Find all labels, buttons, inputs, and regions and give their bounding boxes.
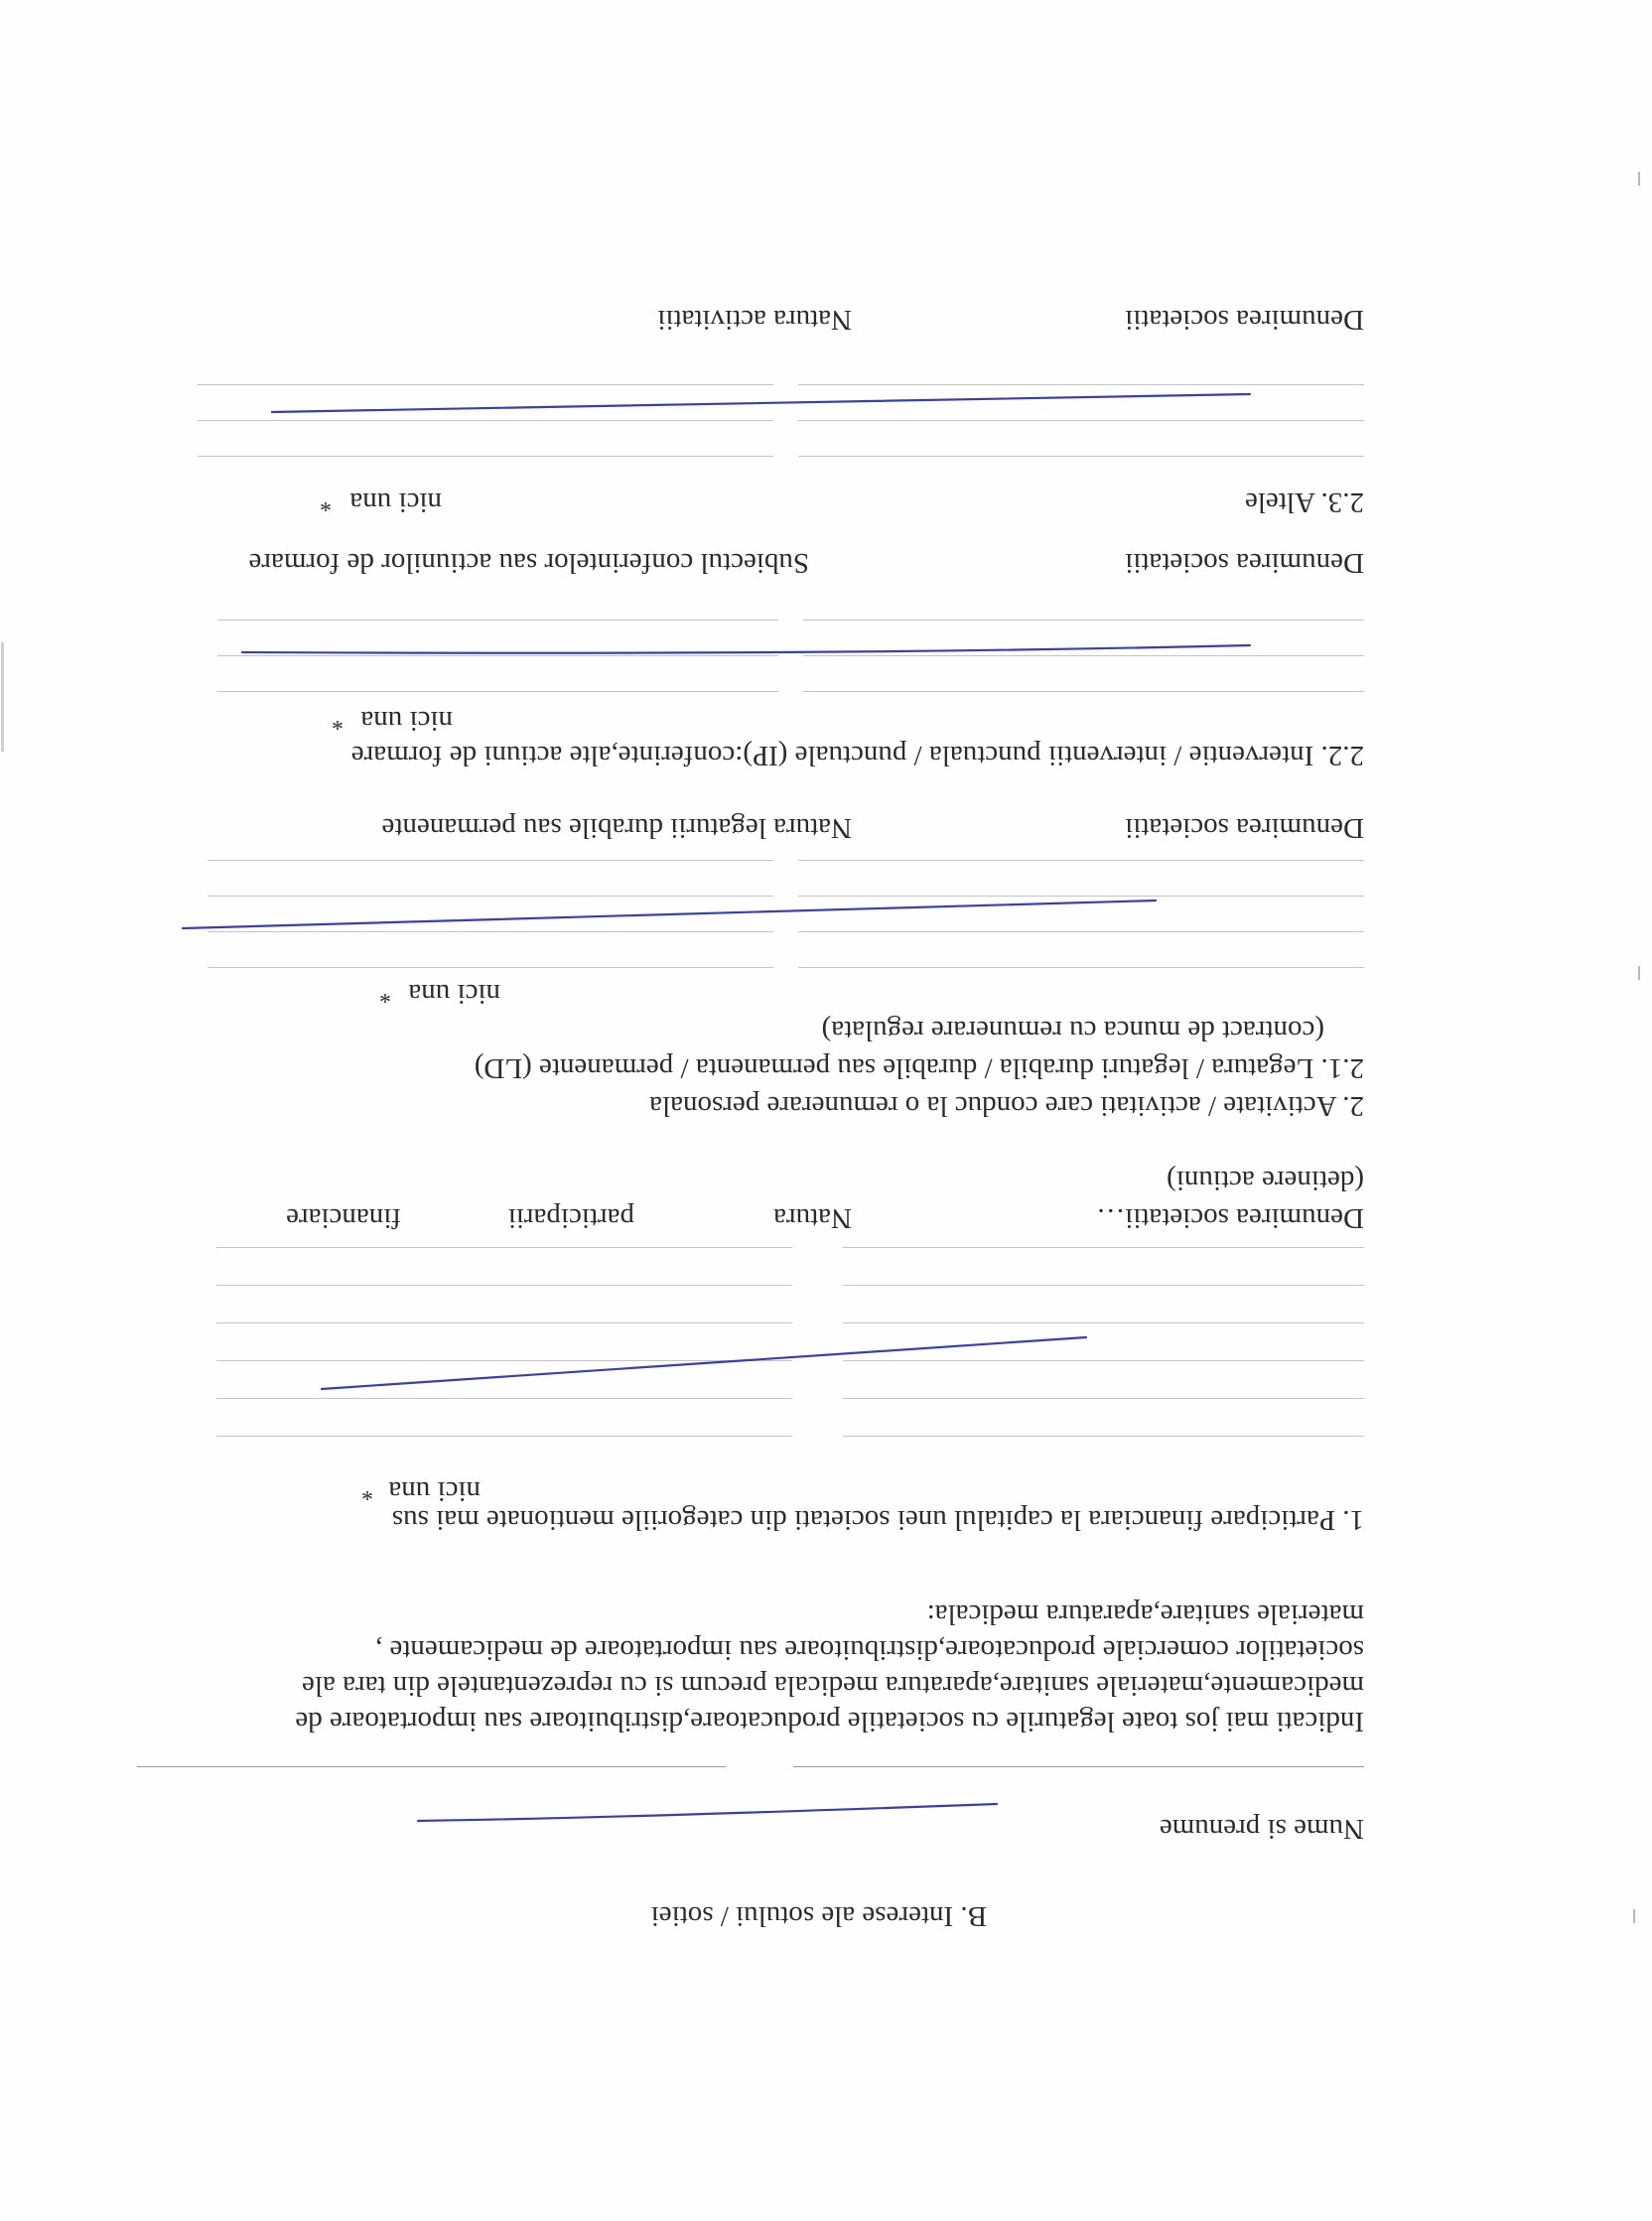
s1-col2-continued: (detinere actiuni) bbox=[1167, 1165, 1364, 1196]
s1-col2-word-2: participarii bbox=[507, 1202, 634, 1234]
s23-col1-header: Denumirea societatii bbox=[1125, 304, 1364, 336]
section-2-1-heading: 2.1. Legatura / legaturi durabila / durabile sau permanenta / permanente (LD) bbox=[474, 1052, 1364, 1084]
ink-stroke-s23 bbox=[272, 394, 1250, 412]
s22-col1-header: Denumirea societatii bbox=[1125, 547, 1364, 579]
s1-col2-word-1: Natura bbox=[773, 1202, 852, 1234]
ink-stroke-s21 bbox=[183, 901, 1156, 928]
section-1-heading: 1. Participare financiara la capitalul unei societati din categoriile mentionate mai sus bbox=[391, 1504, 1364, 1536]
section-2-1-nil: nici una bbox=[408, 978, 500, 1010]
name-label: Nume si prenume bbox=[1159, 1813, 1364, 1845]
section-title: B. Interese ale sotului / sotiei bbox=[650, 1900, 987, 1932]
s23-col2-header: Natura activitatii bbox=[657, 304, 852, 336]
section-1-nil: nici una bbox=[388, 1475, 481, 1507]
intro-line-2: medicamente,materiale sanitare,aparatura medicala precum si cu reprezentantele din tara ale bbox=[302, 1670, 1364, 1702]
s22-col2-header: Subiectul conferintelor sau actiunilor de formare bbox=[248, 547, 809, 579]
section-2-2-heading: 2.2. Interventie / interventii punctuala / punctuale (IP):conferinte,alte actiuni de formare bbox=[350, 740, 1364, 771]
ink-stroke-name bbox=[418, 1804, 997, 1821]
s1-col1-header: Denumirea societatii… bbox=[1096, 1202, 1364, 1234]
section-2-3-heading: 2.3. Altele bbox=[1244, 486, 1364, 518]
s21-col2-header: Natura legaturii durabile sau permanente bbox=[381, 812, 852, 844]
s1-col2-word-3: financiare bbox=[286, 1202, 401, 1234]
section-2-2-nil: nici una bbox=[360, 705, 453, 737]
section-2-2-asterisk: * bbox=[332, 708, 344, 734]
section-2-3-asterisk: * bbox=[320, 489, 332, 515]
ink-stroke-s1 bbox=[322, 1337, 1086, 1389]
intro-line-1: Indicati mai jos toate legaturile cu societatile producatoare,distribuitoare sau importatoare de bbox=[295, 1706, 1364, 1737]
section-2-1-continued: (contract de munca cu remunerare regulata) bbox=[821, 1015, 1324, 1046]
section-2-heading: 2. Activitate / activitati care conduc la o remunerare personala bbox=[649, 1090, 1364, 1122]
section-1-asterisk: * bbox=[361, 1478, 373, 1504]
s21-col1-header: Denumirea societatii bbox=[1125, 812, 1364, 844]
section-2-3-nil: nici una bbox=[349, 486, 442, 518]
ink-stroke-s22 bbox=[242, 645, 1250, 653]
section-2-1-asterisk: * bbox=[379, 981, 391, 1007]
intro-line-4: materiale sanitare,aparatura medicala: bbox=[926, 1598, 1364, 1630]
intro-line-3: societatilor comerciale producatoare,distribuitoare sau importatoare de medicamente , bbox=[374, 1634, 1364, 1666]
